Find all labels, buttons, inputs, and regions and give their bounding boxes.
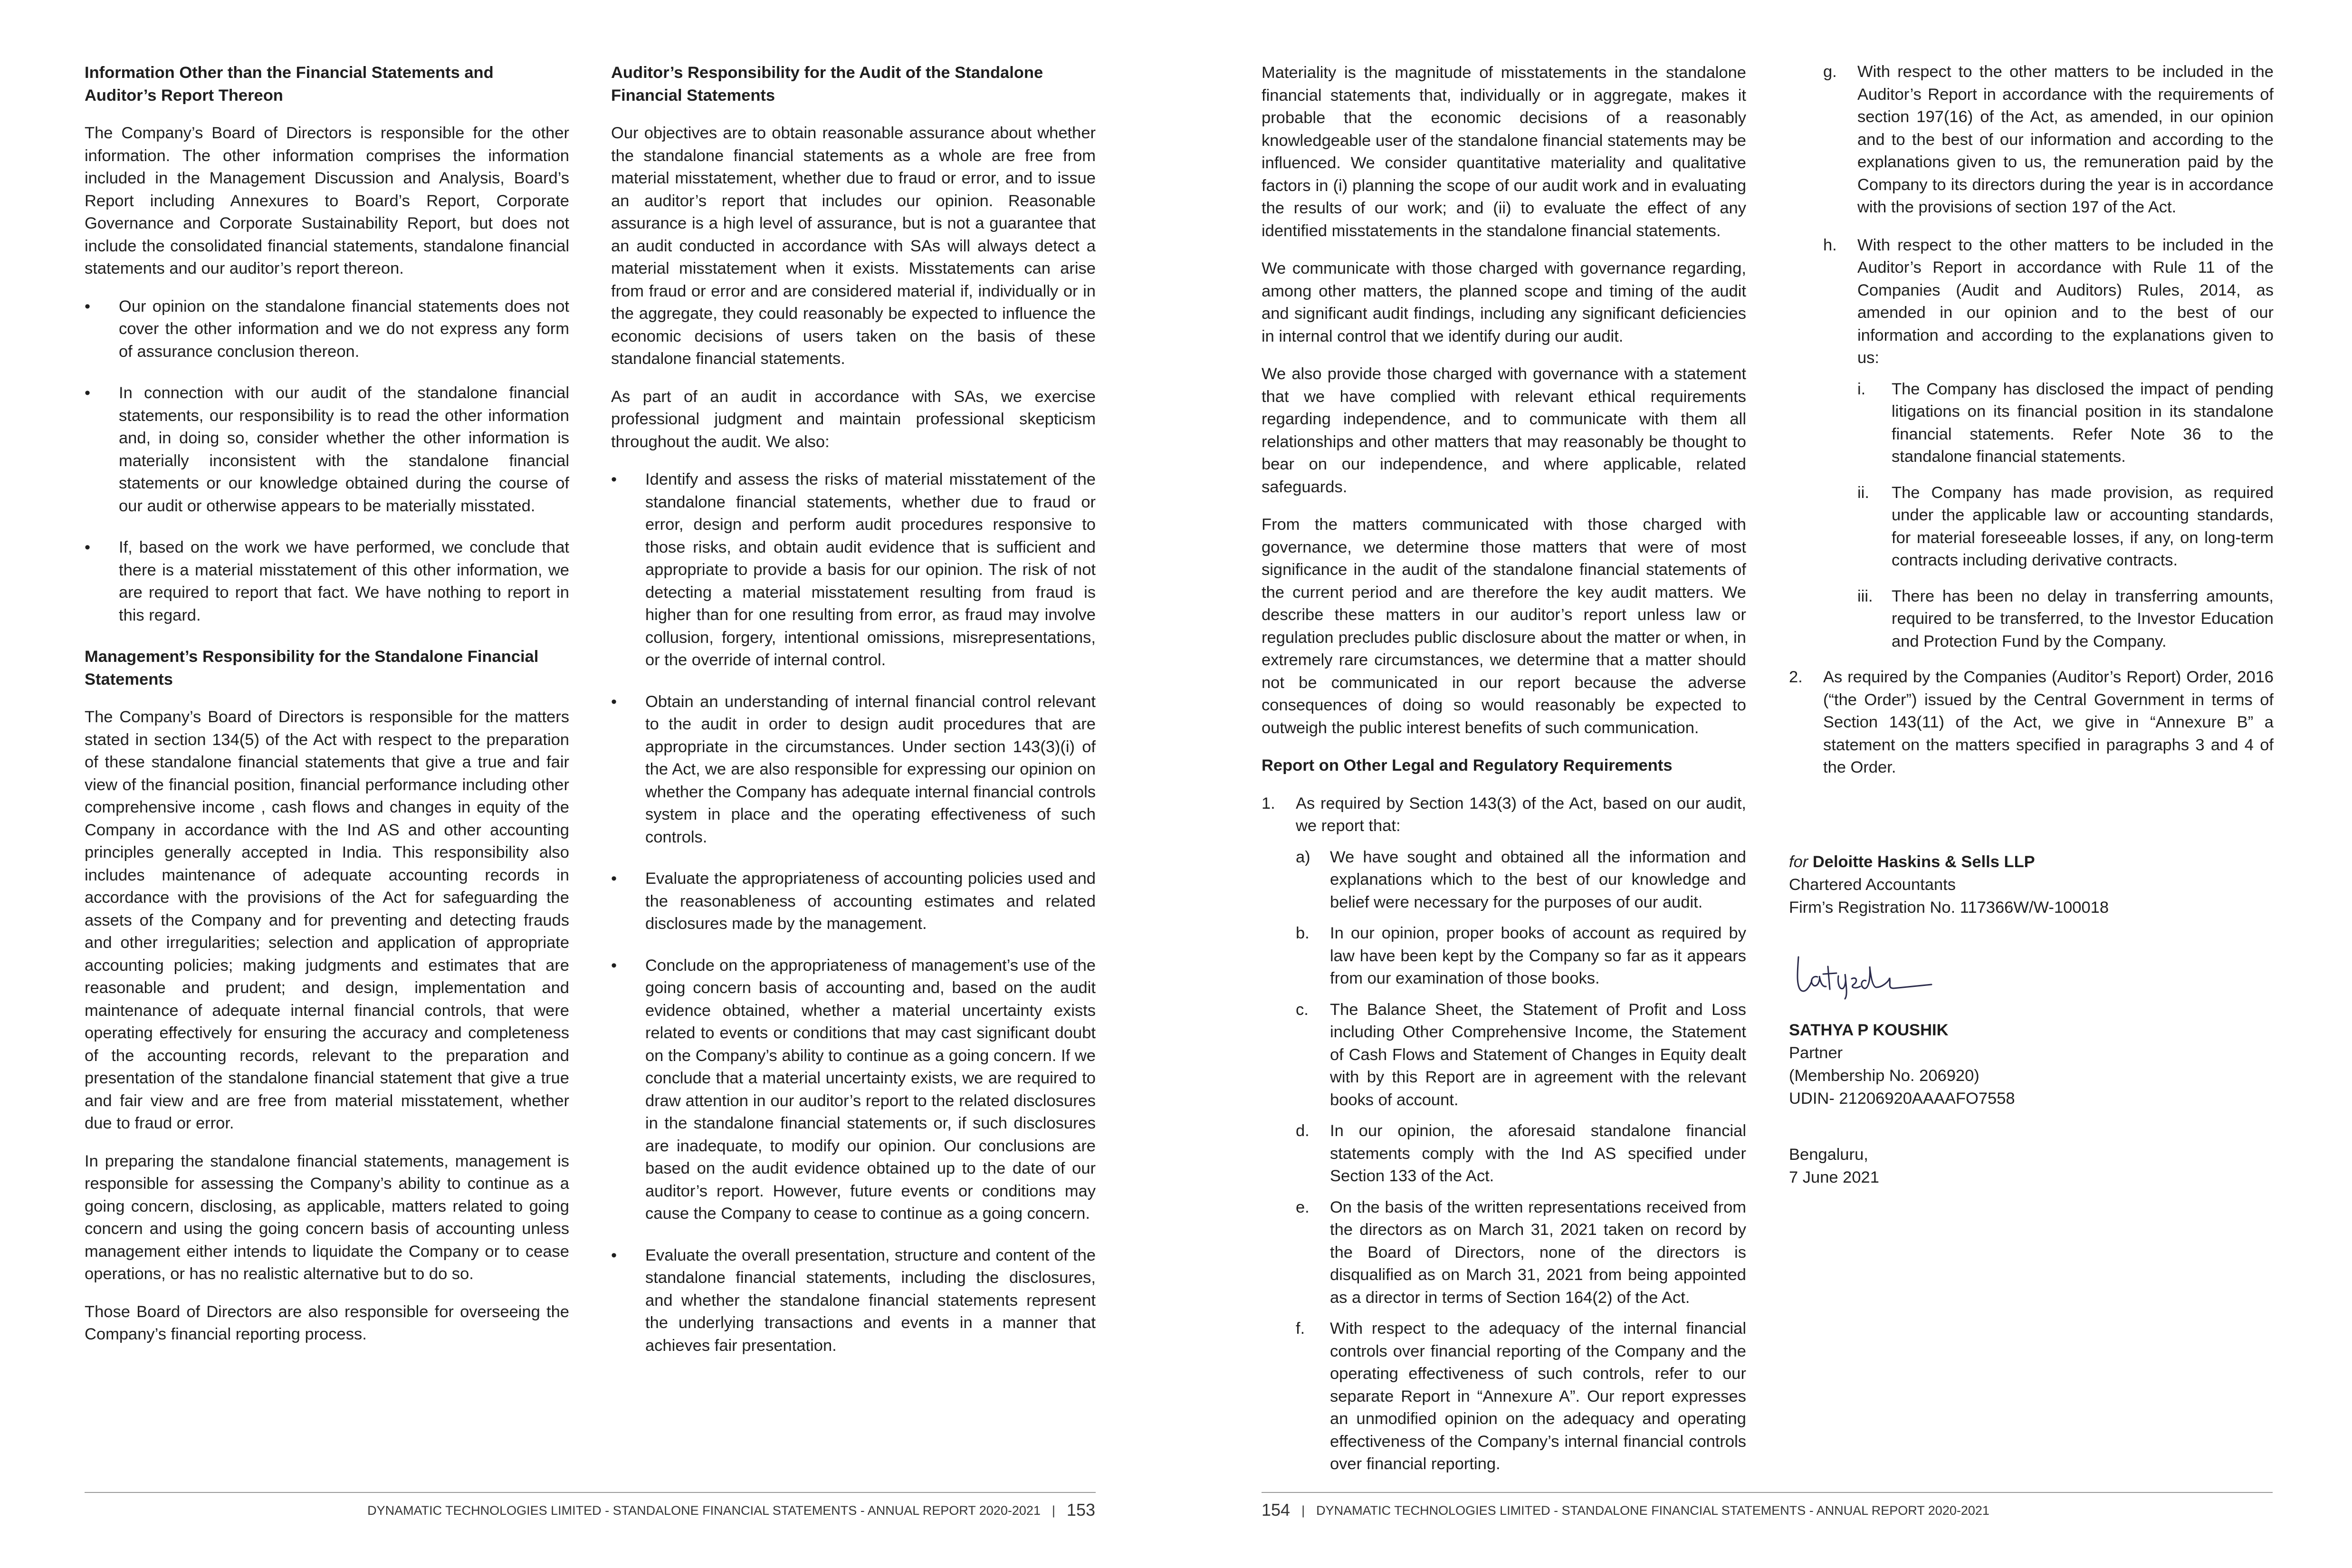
item-marker: 2. bbox=[1789, 668, 1803, 686]
footer-text: DYNAMATIC TECHNOLOGIES LIMITED - STANDALONE FINANCIAL STATEMENTS - ANNUAL REPORT 2020-2021 bbox=[367, 1503, 1041, 1518]
item-marker: d. bbox=[1296, 1122, 1310, 1140]
list-item bbox=[85, 296, 569, 363]
column-4 bbox=[1789, 61, 2274, 1189]
bullet-icon: • bbox=[611, 692, 617, 711]
item-text: With respect to the adequacy of the internal financial controls over financial reporting of the Company and the operating effectiveness of such controls, refer to our separate Report in “Annexure A”. Our report expresses an unmodified opinion on the adequacy and operating effectiveness of the Company’s internal financial controls over financial reporting. bbox=[1330, 1319, 1746, 1473]
item-marker: c. bbox=[1296, 1000, 1309, 1019]
udin: UDIN- 21206920AAAAFO7558 bbox=[1789, 1089, 2015, 1108]
paragraph: Those Board of Directors are also responsible for overseeing the Company’s financial reporting process. bbox=[85, 1302, 569, 1343]
signature-block bbox=[1789, 851, 2274, 1189]
partner-role: Partner bbox=[1789, 1043, 1843, 1062]
item-marker: f. bbox=[1296, 1319, 1305, 1338]
roman-item-iii bbox=[1789, 585, 2274, 653]
item-marker: ii. bbox=[1857, 483, 1869, 502]
column-2 bbox=[611, 62, 1096, 1376]
item-text: As required by the Companies (Auditor’s Report) Order, 2016 (“the Order”) issued by the Central Government in terms of Section 143(11) of the Act, we give in “Annexure B” a statement on the matters specified in paragraphs 3 and 4 of the Order. bbox=[1823, 668, 2274, 776]
footer-rule bbox=[1262, 1492, 2273, 1493]
list-item bbox=[611, 955, 1096, 1225]
bullet-list bbox=[85, 296, 569, 627]
page-footer bbox=[367, 1501, 1095, 1520]
item-marker: g. bbox=[1823, 63, 1837, 81]
page-number: 153 bbox=[1066, 1500, 1095, 1520]
item-text: There has been no delay in transferring amounts, required to be transferred, to the Investor Education and Protection Fund by the Company. bbox=[1892, 587, 2274, 650]
numbered-item-1 bbox=[1262, 793, 1746, 838]
sign-city: Bengaluru, bbox=[1789, 1145, 1868, 1164]
item-text: The Company has disclosed the impact of pending litigations on its financial position in its standalone financial statements. Refer Note 36 to the standalone financial statements. bbox=[1892, 380, 2274, 466]
bullet-icon: • bbox=[611, 956, 617, 975]
footer-separator: | bbox=[1301, 1503, 1305, 1518]
item-text: In our opinion, proper books of account as required by law have been kept by the Company so far as it appears from our examination of those books. bbox=[1330, 924, 1746, 987]
paragraph: In preparing the standalone financial statements, management is responsible for assessing the Company’s ability to continue as a going concern, disclosing, as applicable, matters related to going concern and using the going concern basis of accounting unless management either intends to liquidate the Company or to cease operations, or has no realistic alternative but to do so. bbox=[85, 1152, 569, 1283]
item-marker: i. bbox=[1857, 380, 1866, 398]
bullet-icon: • bbox=[85, 384, 91, 402]
page-number: 154 bbox=[1262, 1500, 1291, 1520]
list-item bbox=[85, 536, 569, 627]
list-item bbox=[85, 382, 569, 517]
sub-item-f bbox=[1262, 1318, 1746, 1476]
paragraph: The Company’s Board of Directors is responsible for the matters stated in section 134(5) of the Act with respect to the preparation of these standalone financial statements that give a true and fair view of the financial position, financial performance including other comprehensive income , cash flows and changes in equity of the Company in accordance with the Ind AS and other accounting principles generally accepted in India. This responsibility also includes maintenance of adequate accounting records in accordance with the provisions of the Act for safeguarding the assets of the Company and for preventing and detecting frauds and other irregularities; selection and application of appropriate accounting policies; making judgments and estimates that are reasonable and prudent; and design, implementation and maintenance of adequate internal financial controls, that were operating effectively for ensuring the accuracy and completeness of the accounting records, relevant to the preparation and presentation of the standalone financial statement that give a true and fair view and are free from material misstatement, whether due to fraud or error. bbox=[85, 708, 569, 1132]
item-marker: a) bbox=[1296, 848, 1310, 866]
list-item bbox=[611, 468, 1096, 672]
firm-registration: Firm’s Registration No. 117366W/W-100018 bbox=[1789, 898, 2109, 917]
item-text: With respect to the other matters to be included in the Auditor’s Report in accordance with Rule 11 of the Companies (Audit and Auditors) Rules, 2014, as amended in our opinion and to the best of our information and according to the explanations given to us: bbox=[1857, 236, 2274, 367]
bullet-icon: • bbox=[611, 470, 617, 488]
list-item-text: Evaluate the overall presentation, structure and content of the standalone financial statements, including the disclosures, and whether the standalone financial statements represent the underlying transactions and events in a manner that achieves fair presentation. bbox=[645, 1246, 1096, 1355]
paragraph: As part of an audit in accordance with SAs, we exercise professional judgment and maintain professional skepticism throughout the audit. We also: bbox=[611, 387, 1096, 451]
list-item-text: Our opinion on the standalone financial statements does not cover the other information and we do not express any form of assurance conclusion thereon. bbox=[119, 297, 569, 361]
heading-legal-requirements: Report on Other Legal and Regulatory Requirements bbox=[1262, 756, 1673, 774]
column-1 bbox=[85, 62, 569, 1361]
paragraph: Our objectives are to obtain reasonable assurance about whether the standalone financial statements as a whole are free from material misstatement, whether due to fraud or error, and to issue an auditor’s report that includes our opinion. Reasonable assurance is a high level of assurance, but is not a guarantee that an audit conducted in accordance with SAs will always detect a material misstatement when it exists. Misstatements can arise from fraud or error and are considered material if, individually or in the aggregate, they could reasonably be expected to influence the economic decisions of users taken on the basis of these standalone financial statements. bbox=[611, 124, 1096, 368]
column-3 bbox=[1262, 62, 1746, 1484]
item-marker: h. bbox=[1823, 236, 1837, 254]
list-item-text: Conclude on the appropriateness of management’s use of the going concern basis of accounting and, based on the audit evidence obtained, whether a material uncertainty exists related to events or conditions that may cast significant doubt on the Company’s ability to continue as a going concern. If we conclude that a material uncertainty exists, we are required to draw attention in our auditor’s report to the related disclosures in the standalone financial statements or, if such disclosures are inadequate, to modify our opinion. Our conclusions are based on the audit evidence obtained up to the date of our auditor’s report. However, future events or conditions may cause the Company to cease to continue as a going concern. bbox=[645, 956, 1096, 1223]
roman-item-ii bbox=[1789, 482, 2274, 572]
item-marker: iii. bbox=[1857, 587, 1873, 605]
sub-item-a bbox=[1262, 846, 1746, 914]
roman-item-i bbox=[1789, 378, 2274, 468]
firm-line bbox=[1789, 851, 2274, 873]
item-text: We have sought and obtained all the information and explanations which to the best of our knowledge and belief were necessary for the purposes of our audit. bbox=[1330, 848, 1746, 911]
bullet-icon: • bbox=[85, 297, 91, 316]
page-footer bbox=[1262, 1501, 1989, 1520]
paragraph: The Company’s Board of Directors is responsible for the other information. The other information comprises the information included in the Management Discussion and Analysis, Board’s Report including Annexures to Board’s Report, Corporate Governance and Corporate Sustainability Report, but does not include the consolidated financial statements, standalone financial statements and our auditor’s report thereon. bbox=[85, 124, 569, 277]
heading-auditor-responsibility: Auditor’s Responsibility for the Audit of the Standalone Financial Statements bbox=[611, 64, 1043, 105]
paragraph: From the matters communicated with those charged with governance, we determine those matters that were of most significance in the audit of the standalone financial statements of the current period and are therefore the key audit matters. We describe these matters in our auditor’s report unless law or regulation precludes public disclosure about the matter or when, in extremely rare circumstances, we determine that a matter should not be communicated in our report because the adverse consequences of doing so would reasonably be expected to outweigh the public interest benefits of such communication. bbox=[1262, 516, 1746, 737]
sign-date: 7 June 2021 bbox=[1789, 1168, 1879, 1186]
list-item bbox=[611, 691, 1096, 849]
heading-other-information: Information Other than the Financial Statements and Auditor’s Report Thereon bbox=[85, 64, 494, 105]
footer-separator: | bbox=[1052, 1503, 1055, 1518]
sub-item-d bbox=[1262, 1120, 1746, 1188]
page-154 bbox=[1176, 0, 2352, 1568]
paragraph: Materiality is the magnitude of misstatements in the standalone financial statements that, individually or in aggregate, makes it probable that the economic decisions of a reasonably knowledgeable user of the standalone financial statements may be influenced. We consider quantitative materiality and qualitative factors in (i) planning the scope of our audit work and in evaluating the results of our work; and (ii) to evaluate the effect of any identified misstatements in the standalone financial statements. bbox=[1262, 64, 1746, 240]
item-marker: e. bbox=[1296, 1198, 1310, 1216]
sub-item-e bbox=[1262, 1196, 1746, 1310]
list-item-text: If, based on the work we have performed, we conclude that there is a material misstatement of this other information, we are required to report that fact. We have nothing to report in this regard. bbox=[119, 538, 569, 624]
firm-type: Chartered Accountants bbox=[1789, 875, 1956, 894]
partner-name: SATHYA P KOUSHIK bbox=[1789, 1021, 1949, 1039]
item-text: The Balance Sheet, the Statement of Profit and Loss including Other Comprehensive Income, the Statement of Cash Flows and Statement of Changes in Equity dealt with by this Report are in agreement with the relevant books of account. bbox=[1330, 1000, 1746, 1109]
sub-item-h bbox=[1789, 234, 2274, 370]
list-item-text: Evaluate the appropriateness of accounting policies used and the reasonableness of accounting estimates and related disclosures made by the management. bbox=[645, 870, 1096, 933]
paragraph: We communicate with those charged with governance regarding, among other matters, the planned scope and timing of the audit and significant audit findings, including any significant deficiencies in internal control that we identify during our audit. bbox=[1262, 259, 1746, 345]
membership-number: (Membership No. 206920) bbox=[1789, 1066, 1979, 1085]
firm-name: Deloitte Haskins & Sells LLP bbox=[1812, 852, 2035, 871]
item-text: On the basis of the written representations received from the directors as on March 31, 2021 taken on record by the Board of Directors, none of the directors is disqualified as on March 31, 2021 from being appointed as a director in terms of Section 164(2) of the Act. bbox=[1330, 1198, 1746, 1307]
sub-item-b bbox=[1262, 922, 1746, 990]
for-label: for bbox=[1789, 852, 1808, 871]
footer-rule bbox=[85, 1492, 1096, 1493]
list-item-text: Obtain an understanding of internal financial control relevant to the audit in order to design audit procedures that are appropriate in the circumstances. Under section 143(3)(i) of the Act, we are also responsible for expressing our opinion on whether the Company has adequate internal financial controls system in place and the operating effectiveness of such controls. bbox=[645, 692, 1096, 846]
footer-text: DYNAMATIC TECHNOLOGIES LIMITED - STANDALONE FINANCIAL STATEMENTS - ANNUAL REPORT 2020-2021 bbox=[1316, 1503, 1989, 1518]
sub-item-c bbox=[1262, 999, 1746, 1112]
sub-item-g bbox=[1789, 61, 2274, 219]
paragraph: We also provide those charged with governance with a statement that we have complied with relevant ethical requirements regarding independence, and to communicate with them all relationships and other matters that may reasonably be thought to bear on our independence, and where applicable, related safeguards. bbox=[1262, 365, 1746, 496]
heading-management-responsibility: Management’s Responsibility for the Standalone Financial Statements bbox=[85, 648, 539, 688]
item-text: As required by Section 143(3) of the Act, based on our audit, we report that: bbox=[1296, 794, 1746, 835]
bullet-icon: • bbox=[611, 870, 617, 888]
numbered-item-2 bbox=[1789, 666, 2274, 779]
item-text: In our opinion, the aforesaid standalone financial statements comply with the Ind AS specified under Section 133 of the Act. bbox=[1330, 1122, 1746, 1185]
item-marker: 1. bbox=[1262, 794, 1275, 813]
list-item bbox=[611, 1244, 1096, 1358]
bullet-icon: • bbox=[611, 1246, 617, 1264]
list-item bbox=[611, 868, 1096, 936]
item-text: The Company has made provision, as required under the applicable law or accounting standards, for material foreseeable losses, if any, on long-term contracts including derivative contracts. bbox=[1892, 483, 2274, 569]
handwritten-signature bbox=[1789, 947, 1960, 1000]
bullet-icon: • bbox=[85, 538, 91, 556]
list-item-text: Identify and assess the risks of material misstatement of the standalone financial statements, whether due to fraud or error, design and perform audit procedures responsive to those risks, and obtain audit evidence that is sufficient and appropriate to provide a basis for our opinion. The risk of not detecting a material misstatement resulting from fraud is higher than for one resulting from error, as fraud may involve collusion, forgery, intentional omissions, misrepresentations, or the override of internal control. bbox=[645, 470, 1096, 669]
item-marker: b. bbox=[1296, 924, 1310, 942]
item-text: With respect to the other matters to be included in the Auditor’s Report in accordance with the requirements of section 197(16) of the Act, as amended, in our opinion and to the best of our information and according to the explanations given to us, the remuneration paid by the Company to its directors during the year is in accordance with the provisions of section 197 of the Act. bbox=[1857, 63, 2274, 216]
list-item-text: In connection with our audit of the standalone financial statements, our responsibility is to read the other information and, in doing so, consider whether the other information is materially inconsistent with the standalone financial statements or our knowledge obtained during the course of our audit or otherwise appears to be materially misstated. bbox=[119, 384, 569, 515]
bullet-list bbox=[611, 468, 1096, 1357]
